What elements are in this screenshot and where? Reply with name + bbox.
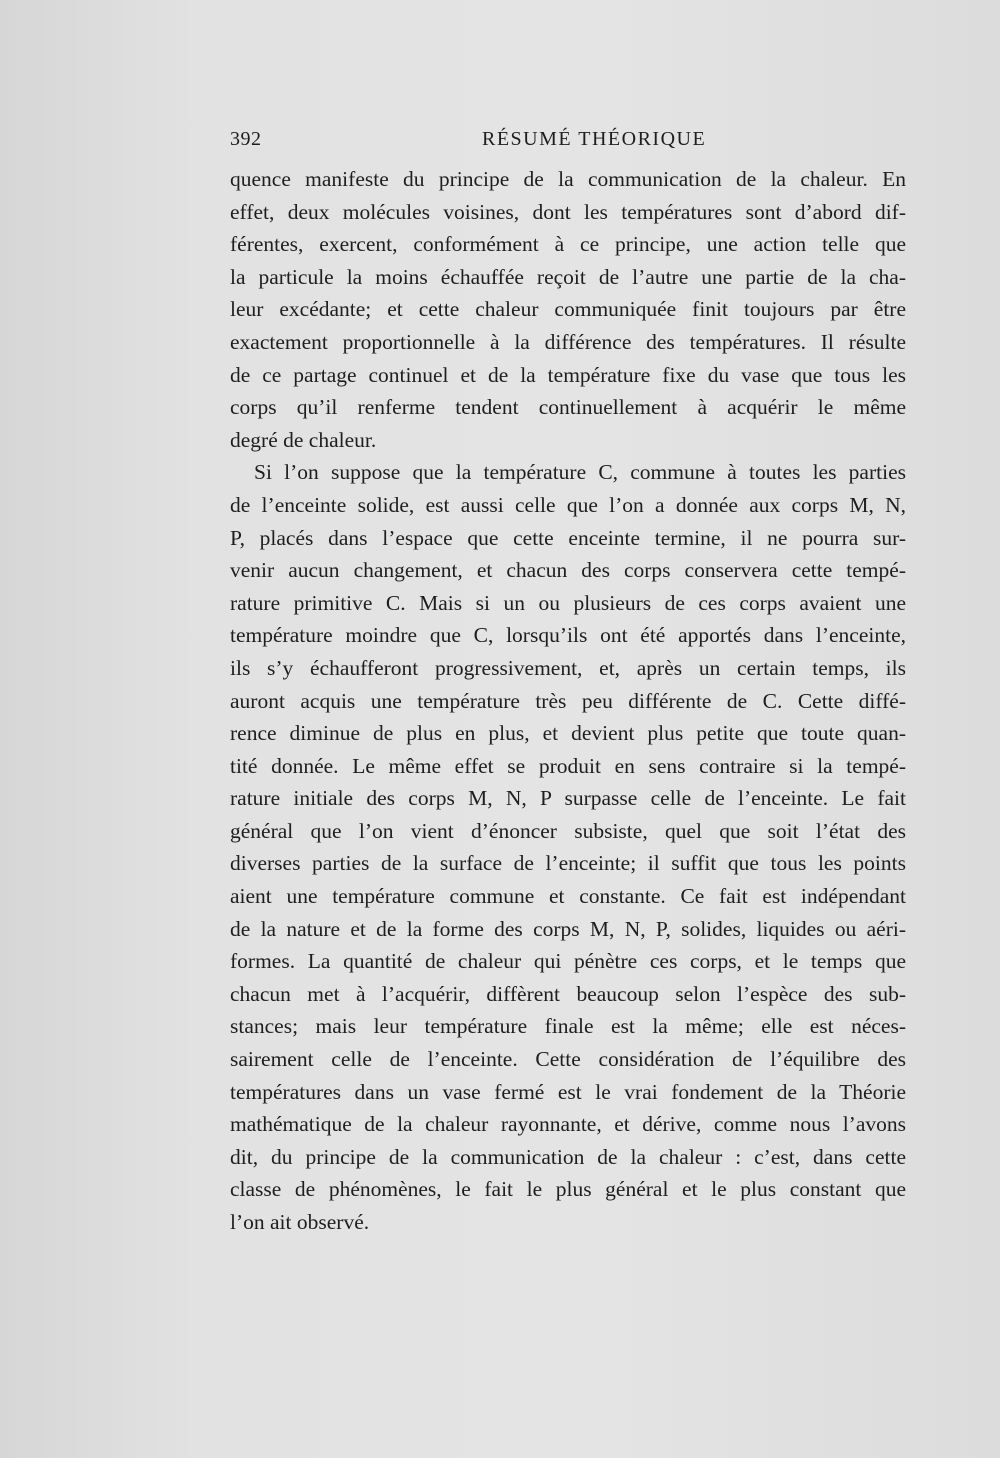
- text-line: sairement celle de l’enceinte. Cette considération de l’équilibre des: [230, 1047, 906, 1072]
- body-text: [230, 163, 906, 1239]
- page-header: [230, 128, 910, 158]
- text-line: ils s’y échaufferont progressivement, et, après un certain temps, ils: [230, 655, 906, 680]
- text-line: férentes, exercent, conformément à ce principe, une action telle que: [230, 232, 906, 257]
- text-line: température moindre que C, lorsqu’ils ont été apportés dans l’enceinte,: [230, 623, 906, 648]
- text-line: exactement proportionnelle à la différence des températures. Il résulte: [230, 329, 906, 354]
- text-line: dit, du principe de la communication de la chaleur : c’est, dans cette: [230, 1144, 906, 1169]
- text-line: chacun met à l’acquérir, diffèrent beaucoup selon l’espèce des sub-: [230, 981, 906, 1006]
- text-line: formes. La quantité de chaleur qui pénètre ces corps, et le temps que: [230, 949, 906, 974]
- text-line: de la nature et de la forme des corps M, N, P, solides, liquides ou aéri-: [230, 916, 906, 941]
- text-line: classe de phénomènes, le fait le plus général et le plus constant que: [230, 1177, 906, 1202]
- text-line: effet, deux molécules voisines, dont les températures sont d’abord dif-: [230, 199, 906, 224]
- text-line: degré de chaleur.: [230, 427, 377, 452]
- paragraph-1: [230, 163, 906, 456]
- paragraph-2: [230, 456, 906, 1238]
- text-line: rature primitive C. Mais si un ou plusieurs de ces corps avaient une: [230, 590, 906, 615]
- text-line: leur excédante; et cette chaleur communiquée finit toujours par être: [230, 297, 906, 322]
- text-line: Si l’on suppose que la température C, commune à toutes les parties: [254, 460, 906, 485]
- text-line: diverses parties de la surface de l’enceinte; il suffit que tous les points: [230, 851, 906, 876]
- text-line: mathématique de la chaleur rayonnante, et dérive, comme nous l’avons: [230, 1112, 906, 1137]
- text-line: stances; mais leur température finale est la même; elle est néces-: [230, 1014, 906, 1039]
- text-line: l’on ait observé.: [230, 1210, 370, 1234]
- text-line: la particule la moins échauffée reçoit de l’autre une partie de la cha-: [230, 264, 906, 289]
- text-line: auront acquis une température très peu différente de C. Cette diffé-: [230, 688, 906, 713]
- text-line: de ce partage continuel et de la température fixe du vase que tous les: [230, 362, 906, 387]
- text-line: aient une température commune et constante. Ce fait est indépendant: [230, 884, 906, 909]
- text-line: températures dans un vase fermé est le vrai fondement de la Théorie: [230, 1079, 906, 1104]
- text-line: tité donnée. Le même effet se produit en sens contraire si la tempé-: [230, 753, 906, 778]
- text-line: de l’enceinte solide, est aussi celle que l’on a donnée aux corps M, N,: [230, 492, 906, 517]
- text-line: P, placés dans l’espace que cette enceinte termine, il ne pourra sur-: [230, 525, 906, 550]
- running-title: RÉSUMÉ THÉORIQUE: [482, 128, 707, 150]
- text-line: quence manifeste du principe de la communication de la chaleur. En: [230, 167, 906, 191]
- text-line: venir aucun changement, et chacun des corps conservera cette tempé-: [230, 558, 906, 583]
- text-line: général que l’on vient d’énoncer subsiste, quel que soit l’état des: [230, 818, 906, 843]
- page-number: 392: [230, 128, 262, 150]
- text-line: rature initiale des corps M, N, P surpasse celle de l’enceinte. Le fait: [230, 786, 906, 811]
- text-line: rence diminue de plus en plus, et devient plus petite que toute quan-: [230, 721, 906, 746]
- text-line: corps qu’il renferme tendent continuellement à acquérir le même: [230, 395, 906, 420]
